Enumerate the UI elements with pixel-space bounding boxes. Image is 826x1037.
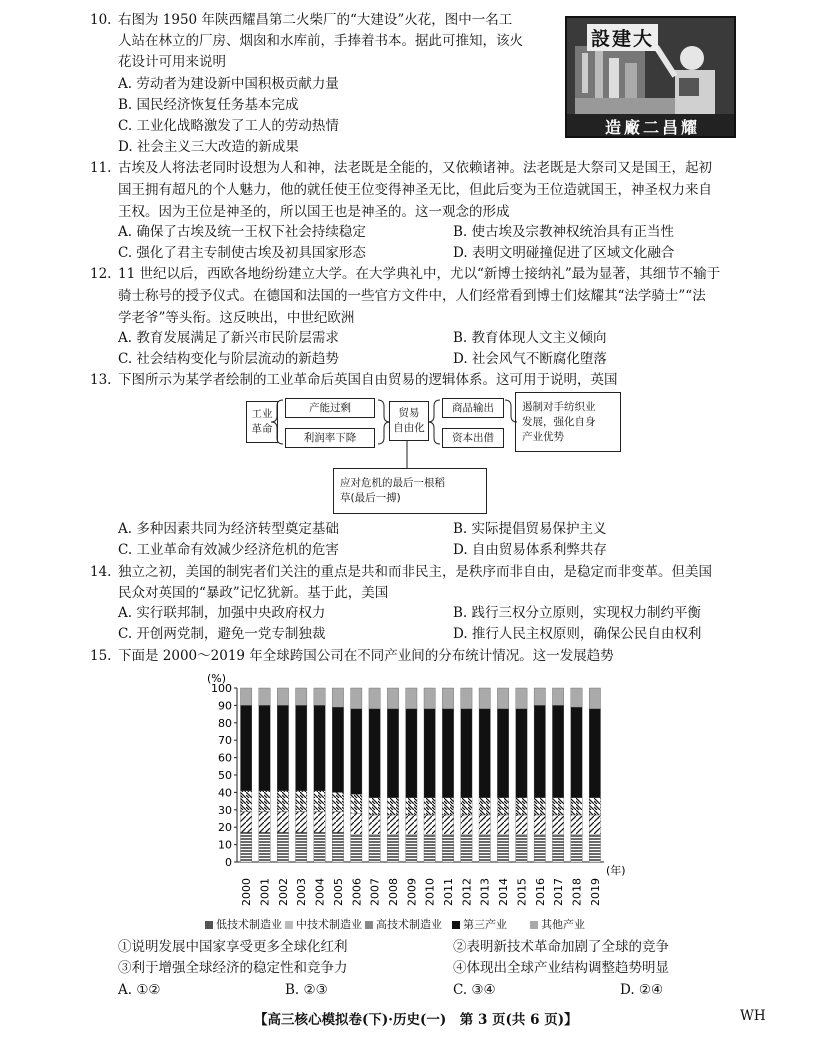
page-footer: 【高三核心模拟卷(下)·历史(一) 第 3 页(共 6 页)】	[254, 1012, 578, 1028]
bar-segment-低技术制造业-2007	[369, 834, 380, 862]
bar-segment-其他产业-2007	[369, 688, 380, 709]
bar-segment-高技术制造业-2005	[332, 792, 343, 811]
bar-segment-其他产业-2019	[589, 688, 600, 709]
q10-option-d[interactable]: D. 社会主义三大改造的新成果	[118, 139, 299, 155]
bar-segment-中技术制造业-2002	[277, 812, 288, 833]
bar-segment-第三产业-2014	[497, 709, 508, 798]
y-tick-label: 0	[225, 856, 232, 869]
bar-segment-第三产业-2008	[387, 709, 398, 798]
bar-segment-低技术制造业-2010	[424, 834, 435, 862]
legend-high-tech-label: 高技术制造业	[376, 918, 442, 931]
q15-statement-4: ④体现出全球产业结构调整趋势明显	[453, 960, 669, 976]
bar-segment-第三产业-2013	[479, 709, 490, 798]
x-tick-label: 2014	[497, 878, 511, 906]
bar-segment-其他产业-2004	[314, 688, 325, 705]
bar-segment-第三产业-2001	[259, 705, 270, 790]
bar-segment-其他产业-2001	[259, 688, 270, 705]
q14-stem-1: 独立之初，美国的制宪者们关注的重点是共和而非民主，是秩序而非自由，是稳定而非变革。但美国	[118, 564, 712, 580]
bar-segment-其他产业-2013	[479, 688, 490, 709]
bar-segment-中技术制造业-2015	[516, 815, 527, 834]
q15-statement-2: ②表明新技术革命加剧了全球的竞争	[453, 939, 669, 955]
bar-segment-中技术制造业-2007	[369, 815, 380, 834]
q11-option-b[interactable]: B. 使古埃及宗教神权统治具有正当性	[453, 224, 675, 240]
bar-segment-低技术制造业-2002	[277, 832, 288, 862]
x-axis-title: (年)	[606, 864, 626, 877]
bar-segment-第三产业-2015	[516, 709, 527, 798]
legend-low-tech-label: 低技术制造业	[216, 918, 282, 931]
x-tick-label: 2010	[423, 878, 437, 906]
y-tick-label: 50	[218, 769, 232, 782]
bar-segment-其他产业-2012	[461, 688, 472, 709]
bar-segment-高技术制造业-2012	[461, 798, 472, 815]
bar-segment-中技术制造业-2000	[240, 812, 251, 833]
bar-segment-低技术制造业-2018	[571, 834, 582, 862]
q14-stem-2: 民众对英国的“暴政”记忆犹新。基于此，美国	[118, 585, 389, 601]
result-box: 遏制对手纺织业 发展，强化自身 产业优势	[515, 392, 621, 452]
x-tick-label: 2007	[368, 878, 382, 906]
bar-segment-低技术制造业-2015	[516, 834, 527, 862]
industrial-revolution-box: 工业 革命	[246, 401, 278, 443]
bar-segment-第三产业-2005	[332, 707, 343, 792]
bar-segment-高技术制造业-2009	[406, 798, 417, 815]
poster-title: 設建大	[587, 24, 658, 51]
bar-segment-中技术制造业-2003	[296, 812, 307, 833]
q14-option-b[interactable]: B. 践行三权分立原则，实现权力制约平衡	[453, 605, 702, 621]
q12-option-d[interactable]: D. 社会风气不断腐化堕落	[453, 351, 607, 367]
bar-segment-其他产业-2002	[277, 688, 288, 705]
bar-segment-第三产业-2017	[552, 705, 563, 797]
q11-stem-3: 王权。因为王位是神圣的，所以国王也是神圣的。这一观念的形成	[118, 204, 510, 220]
legend-mid-tech-label: 中技术制造业	[296, 918, 362, 931]
q13-option-b[interactable]: B. 实际提倡贸易保护主义	[453, 521, 607, 537]
bar-segment-高技术制造业-2014	[497, 798, 508, 815]
bar-segment-第三产业-2019	[589, 709, 600, 798]
x-tick-label: 2012	[460, 878, 474, 906]
legend-high-tech	[365, 916, 442, 932]
bar-segment-高技术制造业-2008	[387, 798, 398, 815]
y-tick-label: 20	[218, 821, 232, 835]
bar-segment-第三产业-2012	[461, 709, 472, 798]
bar-segment-其他产业-2015	[516, 688, 527, 709]
bar-segment-高技术制造业-2003	[296, 791, 307, 812]
bar-segment-中技术制造业-2005	[332, 812, 343, 833]
q10-option-b[interactable]: B. 国民经济恢复任务基本完成	[118, 97, 299, 113]
bar-segment-中技术制造业-2006	[351, 813, 362, 834]
bar-segment-低技术制造业-2003	[296, 832, 307, 862]
q15-option-a[interactable]: A. ①②	[118, 982, 161, 998]
bar-segment-中技术制造业-2009	[406, 815, 417, 834]
q13-option-c[interactable]: C. 工业革命有效减少经济危机的危害	[118, 542, 339, 558]
bar-segment-其他产业-2016	[534, 688, 545, 705]
bar-segment-中技术制造业-2008	[387, 815, 398, 834]
bar-segment-其他产业-2011	[442, 688, 453, 709]
x-tick-label: 2019	[588, 878, 602, 906]
q10-stem-2: 人站在林立的厂房、烟囱和水库前，手捧着书本。据此可推知，该火	[118, 33, 523, 49]
bar-segment-低技术制造业-2004	[314, 832, 325, 862]
q10-option-a[interactable]: A. 劳动者为建设新中国积极贡献力量	[118, 76, 339, 92]
bar-segment-第三产业-2011	[442, 709, 453, 798]
q15-statement-1: ①说明发展中国家享受更多全球化红利	[118, 939, 348, 955]
y-tick-label: 30	[218, 803, 232, 817]
bar-segment-第三产业-2018	[571, 707, 582, 797]
y-tick-label: 40	[218, 786, 232, 800]
bar-segment-中技术制造业-2014	[497, 815, 508, 834]
q11-option-a[interactable]: A. 确保了古埃及统一王权下社会持续稳定	[118, 224, 366, 240]
q12-stem-2: 骑士称号的授予仪式。在德国和法国的一些官方文件中，人们经常看到博士们炫耀其“法学骑士”“法	[118, 288, 706, 304]
poster-factory-name: 造廠二昌耀	[605, 118, 701, 137]
bar-segment-中技术制造业-2016	[534, 815, 545, 834]
capital-export-box: 资本出借	[442, 428, 504, 448]
bar-segment-第三产业-2003	[296, 705, 307, 790]
bar-segment-高技术制造业-2011	[442, 798, 453, 815]
bar-segment-第三产业-2007	[369, 709, 380, 798]
y-tick-label: 100	[211, 682, 232, 695]
x-tick-label: 2018	[570, 878, 584, 906]
q11-stem-1: 古埃及人将法老同时设想为人和神，法老既是全能的，又依赖诸神。法老既是大祭司又是国王，起初	[118, 160, 712, 176]
q13-stem-1: 下图所示为某学者绘制的工业革命后英国自由贸易的逻辑体系。这可用于说明，英国	[118, 372, 618, 388]
q12-option-a[interactable]: A. 教育发展满足了新兴市民阶层需求	[118, 330, 339, 346]
q15-stem-1: 下面是 2000～2019 年全球跨国公司在不同产业间的分布统计情况。这一发展趋势	[118, 648, 614, 664]
bar-segment-中技术制造业-2017	[552, 815, 563, 834]
q14-option-d[interactable]: D. 推行人民主权原则，确保公民自由权利	[453, 626, 702, 642]
trade-liberalization-box: 贸易 自由化	[389, 401, 429, 441]
bar-segment-低技术制造业-2016	[534, 834, 545, 862]
bar-segment-高技术制造业-2001	[259, 791, 270, 812]
legend-other	[530, 916, 585, 932]
q10-stem-1: 右图为 1950 年陕西耀昌第二火柴厂的“大建设”火花，图中一名工	[118, 12, 513, 28]
q12-option-c[interactable]: C. 社会结构变化与阶层流动的新趋势	[118, 351, 339, 367]
bar-segment-中技术制造业-2001	[259, 812, 270, 833]
bar-segment-第三产业-2016	[534, 705, 545, 797]
y-tick-label: 70	[218, 734, 232, 748]
q11-number: 11.	[90, 160, 112, 176]
q12-number: 12.	[90, 266, 112, 282]
y-axis-title: (%)	[207, 672, 227, 685]
bar-segment-高技术制造业-2015	[516, 798, 527, 815]
bar-segment-其他产业-2006	[351, 688, 362, 709]
y-tick-label: 60	[218, 751, 232, 765]
overcapacity-box: 产能过剩	[285, 398, 375, 418]
bar-segment-高技术制造业-2007	[369, 798, 380, 815]
y-tick-label: 10	[218, 838, 232, 852]
x-tick-label: 2003	[295, 878, 309, 906]
bar-segment-其他产业-2009	[406, 688, 417, 709]
q13-number: 13.	[90, 372, 112, 388]
bar-segment-低技术制造业-2012	[461, 834, 472, 862]
bar-segment-中技术制造业-2019	[589, 815, 600, 834]
bar-segment-高技术制造业-2017	[552, 798, 563, 815]
y-tick-label: 80	[218, 716, 232, 730]
bar-segment-中技术制造业-2011	[442, 815, 453, 834]
x-tick-label: 2000	[240, 878, 254, 906]
x-tick-label: 2008	[386, 878, 400, 906]
bar-segment-高技术制造业-2006	[351, 794, 362, 813]
bar-segment-低技术制造业-2001	[259, 832, 270, 862]
bar-segment-第三产业-2002	[277, 705, 288, 790]
bar-segment-其他产业-2014	[497, 688, 508, 709]
bar-segment-高技术制造业-2004	[314, 791, 325, 812]
bar-segment-第三产业-2006	[351, 709, 362, 794]
bar-segment-中技术制造业-2012	[461, 815, 472, 834]
bar-segment-其他产业-2017	[552, 688, 563, 705]
bar-segment-高技术制造业-2002	[277, 791, 288, 812]
q10-number: 10.	[90, 12, 112, 28]
bar-segment-低技术制造业-2017	[552, 834, 563, 862]
x-tick-label: 2017	[552, 878, 566, 906]
bar-segment-高技术制造业-2010	[424, 798, 435, 815]
q14-number: 14.	[90, 564, 112, 580]
q15-option-c[interactable]: C. ③④	[453, 982, 496, 998]
bar-segment-第三产业-2009	[406, 709, 417, 798]
q11-stem-2: 国王拥有超凡的个人魅力，他的就任使王位变得神圣无比，但此后变为王位造就国王，神圣权力来自	[118, 182, 712, 198]
x-tick-label: 2013	[478, 878, 492, 906]
bar-segment-高技术制造业-2016	[534, 798, 545, 815]
crisis-box: 应对危机的最后一根稻 草(最后一搏)	[333, 468, 487, 514]
bar-segment-中技术制造业-2013	[479, 815, 490, 834]
q13-option-d[interactable]: D. 自由贸易体系利弊共存	[453, 542, 607, 558]
bar-segment-低技术制造业-2005	[332, 832, 343, 862]
legend-low-tech	[205, 916, 282, 932]
y-tick-label: 90	[218, 699, 232, 713]
bar-segment-低技术制造业-2011	[442, 834, 453, 862]
x-tick-label: 2016	[533, 878, 547, 906]
q11-option-c[interactable]: C. 强化了君主专制使古埃及初具国家形态	[118, 245, 366, 261]
bar-segment-低技术制造业-2009	[406, 834, 417, 862]
legend-mid-tech	[285, 916, 362, 932]
footer-code: WH	[740, 1008, 766, 1024]
x-tick-label: 2001	[258, 878, 272, 906]
q13-option-a[interactable]: A. 多种因素共同为经济转型奠定基础	[118, 521, 339, 537]
x-tick-label: 2004	[313, 878, 327, 906]
q14-option-a[interactable]: A. 实行联邦制，加强中央政府权力	[118, 605, 326, 621]
bar-segment-高技术制造业-2019	[589, 798, 600, 815]
q15-option-d[interactable]: D. ②④	[620, 982, 664, 998]
bar-segment-中技术制造业-2018	[571, 815, 582, 834]
bar-segment-低技术制造业-2006	[351, 834, 362, 862]
bar-segment-高技术制造业-2000	[240, 791, 251, 812]
bar-segment-高技术制造业-2018	[571, 798, 582, 815]
bar-segment-低技术制造业-2000	[240, 832, 251, 862]
q15-statement-3: ③利于增强全球经济的稳定性和竞争力	[118, 960, 348, 976]
bar-segment-低技术制造业-2008	[387, 834, 398, 862]
bar-segment-其他产业-2000	[240, 688, 251, 705]
legend-tertiary-label: 第三产业	[463, 918, 507, 931]
commodity-export-box: 商品输出	[442, 398, 504, 418]
bar-segment-第三产业-2000	[240, 705, 251, 790]
bar-segment-第三产业-2004	[314, 705, 325, 790]
q12-stem-1: 11 世纪以后，西欧各地纷纷建立大学。在大学典礼中，尤以“新博士接纳礼”最为显著，其细节不输于	[118, 266, 721, 282]
x-tick-label: 2005	[331, 878, 345, 906]
legend-other-label: 其他产业	[541, 918, 585, 931]
q10-option-c[interactable]: C. 工业化战略激发了工人的劳动热情	[118, 118, 339, 134]
bar-segment-其他产业-2003	[296, 688, 307, 705]
x-tick-label: 2015	[515, 878, 529, 906]
bar-segment-中技术制造业-2010	[424, 815, 435, 834]
bar-segment-低技术制造业-2013	[479, 834, 490, 862]
legend-tertiary	[452, 916, 507, 932]
profit-decline-box: 利润率下降	[285, 428, 375, 448]
bar-segment-其他产业-2008	[387, 688, 398, 709]
bar-segment-第三产业-2010	[424, 709, 435, 798]
bar-segment-低技术制造业-2019	[589, 834, 600, 862]
q11-option-d[interactable]: D. 表明文明碰撞促进了区域文化融合	[453, 245, 675, 261]
x-tick-label: 2009	[405, 878, 419, 906]
q12-option-b[interactable]: B. 教育体现人文主义倾向	[453, 330, 607, 346]
x-tick-label: 2006	[350, 878, 364, 906]
bar-segment-中技术制造业-2004	[314, 812, 325, 833]
bar-segment-其他产业-2018	[571, 688, 582, 707]
bar-segment-其他产业-2005	[332, 688, 343, 707]
bar-segment-高技术制造业-2013	[479, 798, 490, 815]
x-tick-label: 2011	[442, 878, 456, 906]
bar-segment-其他产业-2010	[424, 688, 435, 709]
q14-option-c[interactable]: C. 开创两党制，避免一党专制独裁	[118, 626, 326, 642]
x-tick-label: 2002	[276, 878, 290, 906]
q12-stem-3: 学老爷”等头衔。这反映出，中世纪欧洲	[118, 310, 355, 326]
q15-number: 15.	[90, 648, 112, 664]
q10-stem-3: 花设计可用来说明	[118, 54, 226, 70]
bar-segment-低技术制造业-2014	[497, 834, 508, 862]
q15-option-b[interactable]: B. ②③	[285, 982, 328, 998]
